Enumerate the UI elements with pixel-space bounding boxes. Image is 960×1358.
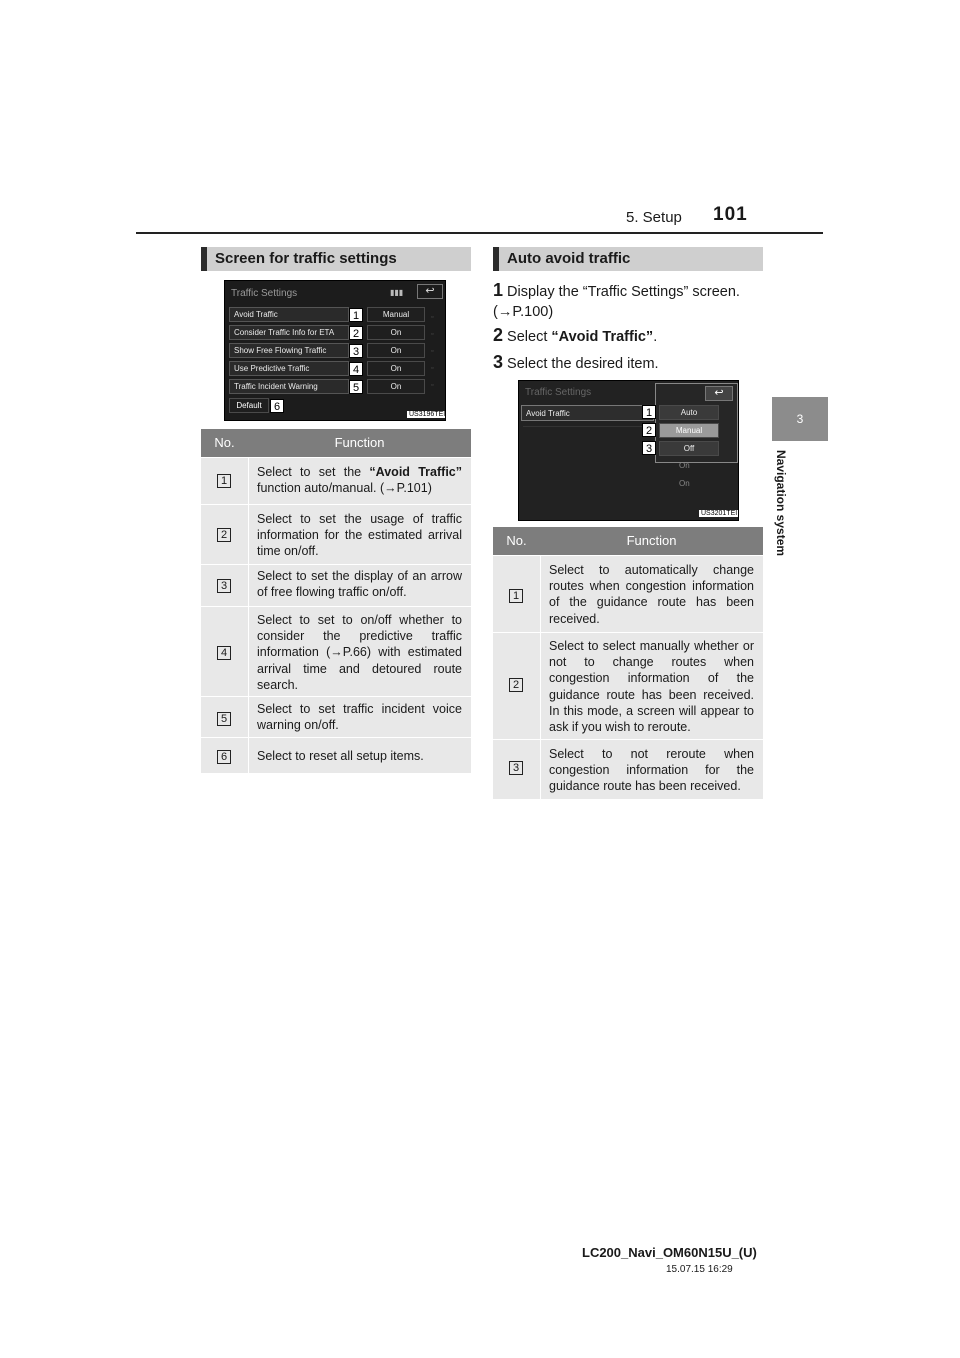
step-2 <box>493 325 763 346</box>
section-heading-traffic-settings: Screen for traffic settings <box>201 247 471 271</box>
fn-bold: “Avoid Traffic” <box>369 465 462 479</box>
row-function: Select to set the display of an arrow of free flowing traffic on/off. <box>257 569 462 600</box>
image-code: US3201TEI <box>701 510 738 517</box>
table-row <box>201 564 471 606</box>
fn-text: Select to set the <box>257 465 370 479</box>
row-number: 1 <box>509 589 523 603</box>
value-incident-warning[interactable]: On <box>367 379 425 394</box>
auto-avoid-table <box>493 527 763 799</box>
callout-2: 2 <box>642 423 656 437</box>
step-number: 3 <box>493 352 504 372</box>
chapter-label <box>774 450 788 580</box>
back-icon[interactable]: ↩ <box>417 284 443 299</box>
faded-value: On <box>679 479 690 488</box>
callout-3: 3 <box>642 441 656 455</box>
section-heading-auto-avoid: Auto avoid traffic <box>493 247 763 271</box>
page-number: 101 <box>713 204 748 225</box>
col-function: Function <box>626 533 677 548</box>
step-1 <box>493 280 768 322</box>
row-number: 1 <box>217 474 231 488</box>
row-function: Select to not reroute when congestion information for the guidance route has been received. <box>549 747 754 794</box>
row-number: 3 <box>217 579 231 593</box>
back-icon[interactable]: ↩ <box>705 386 733 401</box>
row-function: Select to reset all setup items. <box>257 749 424 763</box>
document-code: LC200_Navi_OM60N15U_(U) <box>582 1245 757 1260</box>
callout-6: 6 <box>270 399 284 413</box>
row-consider-traffic[interactable]: Consider Traffic Info for ETA <box>229 325 349 340</box>
table-row <box>201 504 471 564</box>
chapter-tab: 3 <box>772 397 828 441</box>
value-predictive[interactable]: On <box>367 361 425 376</box>
print-stamp: 15.07.15 16:29 <box>666 1264 733 1275</box>
header-rule <box>136 232 823 234</box>
row-function: Select to automatically change routes when congestion information of the guidance route has been received. <box>549 563 754 626</box>
table-row <box>201 696 471 737</box>
step-text: Select <box>507 329 552 345</box>
row-avoid-traffic[interactable]: Avoid Traffic <box>229 307 349 322</box>
row-number: 3 <box>509 761 523 775</box>
faded-value: On <box>679 461 690 470</box>
row-number: 2 <box>509 678 523 692</box>
screen-title: Traffic Settings <box>525 387 592 398</box>
callout-3: 3 <box>349 344 363 358</box>
step-bold: “Avoid Traffic” <box>551 329 654 345</box>
image-code: US3196TEI <box>409 411 446 418</box>
row-incident-warning[interactable]: Traffic Incident Warning <box>229 379 349 394</box>
callout-1: 1 <box>349 308 363 322</box>
section-title: 5. Setup <box>626 209 682 226</box>
table-row <box>201 606 471 696</box>
table-row <box>493 632 763 739</box>
callout-5: 5 <box>349 380 363 394</box>
option-off[interactable]: Off <box>659 441 719 456</box>
row-number: 5 <box>217 712 231 726</box>
table-header <box>201 429 471 457</box>
table-header <box>493 527 763 555</box>
step-number: 2 <box>493 325 504 345</box>
screen-title: Traffic Settings <box>231 288 298 299</box>
row-avoid-traffic[interactable]: Avoid Traffic <box>521 405 654 421</box>
step-text: Select the desired item. <box>507 356 659 372</box>
step-text: . <box>653 329 658 345</box>
table-row <box>493 555 763 632</box>
step-text: Display the “Traffic Settings” screen. (→P.100) <box>493 284 740 320</box>
step-number: 1 <box>493 280 504 300</box>
option-manual[interactable]: Manual <box>659 423 719 438</box>
signal-icon: ▮▮▮ <box>390 288 404 297</box>
callout-2: 2 <box>349 326 363 340</box>
scrollbar[interactable]: ▫ ▫ ▫ ▫ ▫ <box>431 314 434 389</box>
value-avoid-traffic[interactable]: Manual <box>367 307 425 322</box>
option-auto[interactable]: Auto <box>659 405 719 420</box>
step-3 <box>493 352 763 373</box>
row-number: 4 <box>217 646 231 660</box>
col-no: No. <box>506 533 527 548</box>
row-number: 2 <box>217 528 231 542</box>
table-row <box>201 457 471 504</box>
callout-4: 4 <box>349 362 363 376</box>
row-function: Select to set traffic incident voice warning on/off. <box>257 702 462 733</box>
avoid-traffic-screenshot <box>518 380 739 521</box>
chapter-label-text: Navigation system <box>774 450 788 557</box>
table-row <box>493 739 763 799</box>
value-free-flowing[interactable]: On <box>367 343 425 358</box>
faded-rows <box>523 426 648 497</box>
col-function: Function <box>334 435 385 450</box>
callout-1: 1 <box>642 405 656 419</box>
row-function: Select to set to on/off whether to consider the predictive traffic information (→P.66) with estimated arrival time and detoured route search. <box>257 613 462 692</box>
col-no: No. <box>214 435 235 450</box>
default-button[interactable]: Default <box>229 398 269 413</box>
row-function <box>257 464 462 496</box>
fn-text: function auto/manual. (→P.101) <box>257 481 432 496</box>
traffic-settings-screenshot <box>224 280 446 421</box>
row-predictive[interactable]: Use Predictive Traffic <box>229 361 349 376</box>
row-function: Select to set the usage of traffic information for the estimated arrival time on/off. <box>257 512 462 559</box>
row-number: 6 <box>217 750 231 764</box>
traffic-settings-table <box>201 429 471 773</box>
row-free-flowing[interactable]: Show Free Flowing Traffic <box>229 343 349 358</box>
value-consider-traffic[interactable]: On <box>367 325 425 340</box>
row-function: Select to select manually whether or not to change routes when congestion information of the guidance route has been received. In this mode, a screen will appear to ask if you wish to reroute. <box>549 639 754 735</box>
table-row <box>201 737 471 773</box>
